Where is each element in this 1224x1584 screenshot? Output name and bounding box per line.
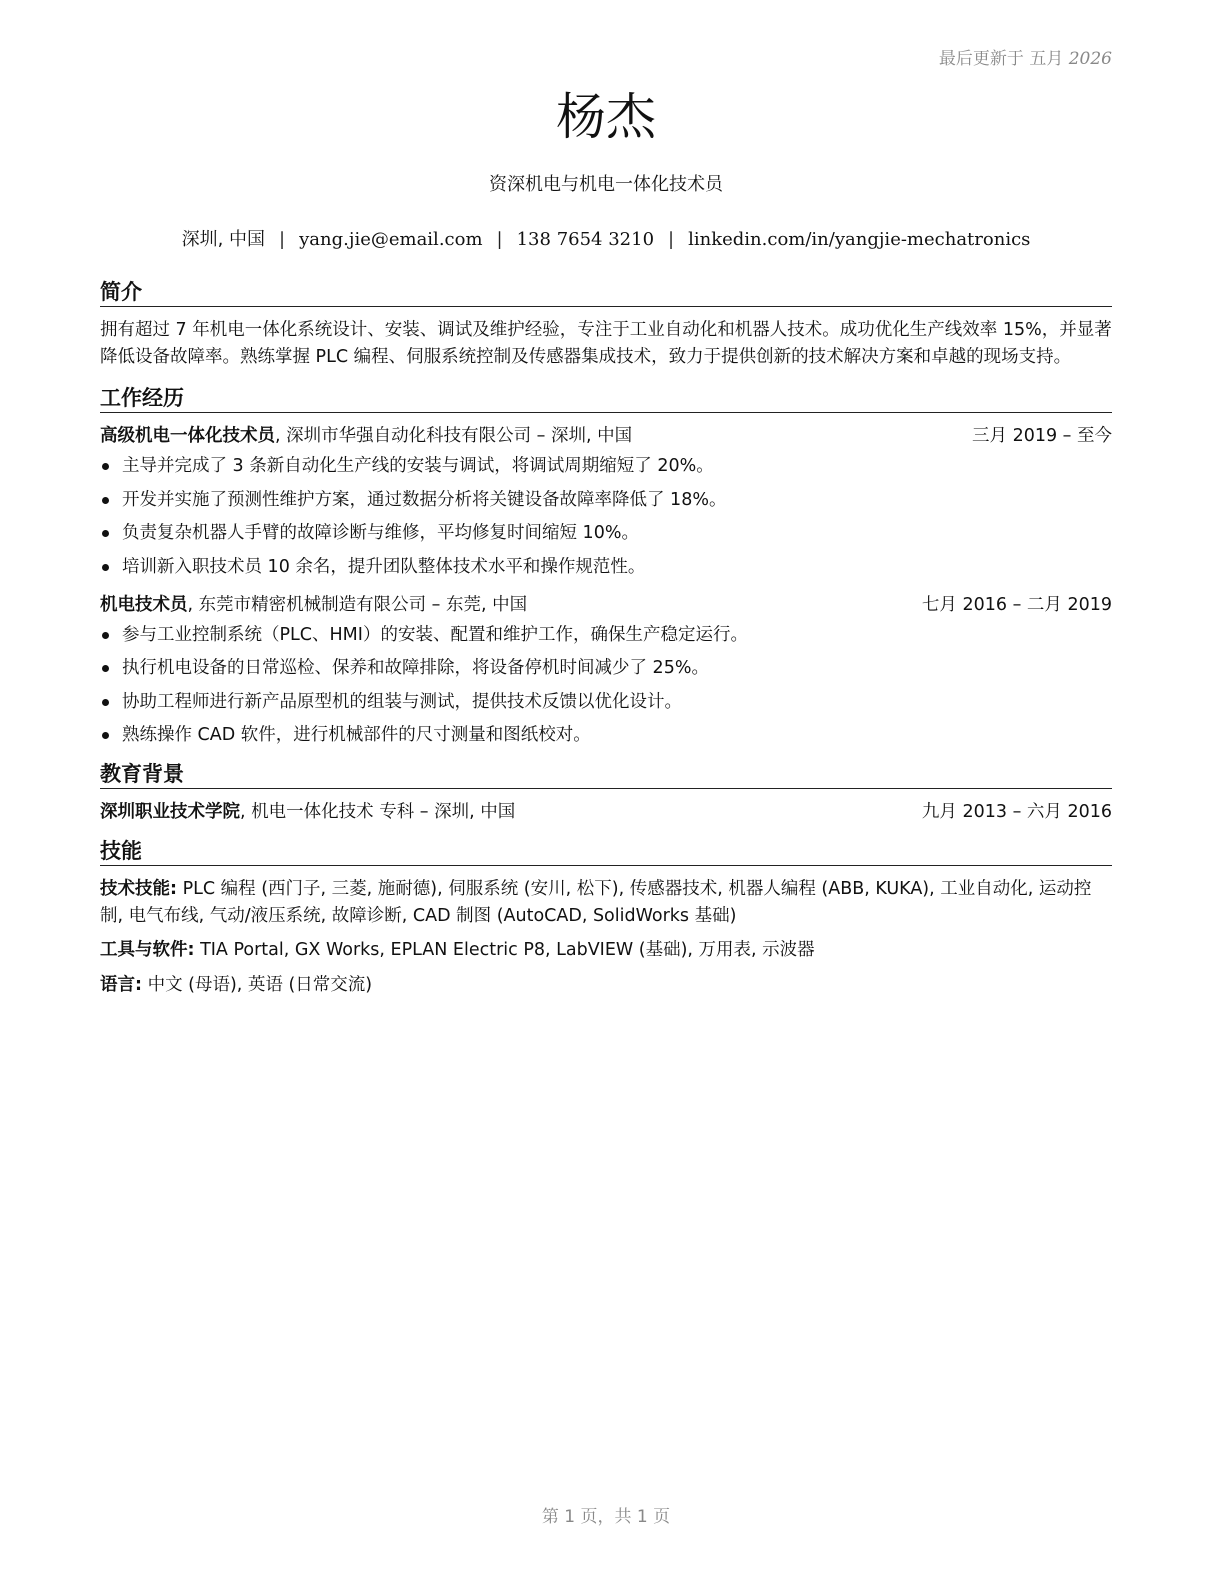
- contact-line: [100, 225, 1112, 251]
- contact-separator: |: [279, 229, 286, 250]
- candidate-headline: 资深机电与机电一体化技术员: [489, 174, 723, 195]
- contact-separator: |: [668, 229, 675, 250]
- education-line: [100, 799, 515, 825]
- job-bullet: [100, 520, 1112, 546]
- summary-text: 拥有超过 7 年机电一体化系统设计、安装、调试及维护经验，专注于工业自动化和机器人技术。成功优化生产线效率 15%，并显著降低设备故障率。熟练掌握 PLC 编程、伺服系统控制及传感器集成技术，致力于提供创新的技术解决方案和卓越的现场支持。: [100, 320, 1112, 367]
- skills-tools: [100, 937, 1112, 964]
- last-updated-prefix: 最后更新于 五月: [938, 49, 1064, 69]
- job-bullet-text: 协助工程师进行新产品原型机的组装与测试，提供技术反馈以优化设计。: [122, 691, 682, 712]
- job-company: , 深圳市华强自动化科技有限公司 – 深圳, 中国: [275, 426, 633, 446]
- job-header: [100, 592, 1112, 618]
- contact-phone: 138 7654 3210: [516, 229, 655, 250]
- job-bullet: [100, 655, 1112, 681]
- last-updated-year: 2026: [1068, 49, 1112, 69]
- job-bullets: [100, 622, 1112, 749]
- bullet-icon: [102, 530, 109, 537]
- job-dates: 三月 2019 – 至今: [972, 426, 1112, 446]
- skills-languages-text: 中文 (母语), 英语 (日常交流): [142, 974, 373, 995]
- skills-languages-label: 语言:: [100, 974, 142, 995]
- job-bullet: [100, 554, 1112, 580]
- experience-section: [100, 384, 1112, 748]
- education-section: [100, 760, 1112, 825]
- skills-languages: [100, 972, 1112, 999]
- bullet-icon: [102, 463, 109, 470]
- job-bullet: [100, 487, 1112, 513]
- summary-section: [100, 278, 1112, 370]
- candidate-name: 杨杰: [556, 88, 656, 146]
- job-bullet: [100, 722, 1112, 748]
- job-entry: [100, 423, 1112, 580]
- job-company: , 东莞市精密机械制造有限公司 – 东莞, 中国: [187, 594, 528, 615]
- education-entry: [100, 799, 1112, 825]
- bullet-icon: [102, 497, 109, 504]
- education-dates: 九月 2013 – 六月 2016: [921, 802, 1112, 822]
- resume-page: [100, 0, 1112, 1584]
- last-updated: [939, 44, 1112, 69]
- job-bullet-text: 熟练操作 CAD 软件，进行机械部件的尺寸测量和图纸校对。: [122, 725, 591, 745]
- section-title-summary: 简介: [100, 278, 1112, 307]
- job-header: [100, 423, 1112, 449]
- job-bullet-text: 执行机电设备的日常巡检、保养和故障排除，将设备停机时间减少了 25%。: [122, 658, 709, 678]
- job-bullet: [100, 453, 1112, 479]
- skills-section: [100, 837, 1112, 998]
- job-bullet-text: 负责复杂机器人手臂的故障诊断与维修，平均修复时间缩短 10%。: [122, 523, 639, 543]
- job-dates: 七月 2016 – 二月 2019: [921, 594, 1112, 615]
- job-bullet: [100, 689, 1112, 715]
- resume-content: [100, 278, 1112, 1006]
- skills-technical-text: PLC 编程 (西门子, 三菱, 施耐德), 伺服系统 (安川, 松下), 传感器技术, 机器人编程 (ABB, KUKA), 工业自动化, 运动控制, 电气布线, 气动/液压系统, 故障诊断, CAD 制图 (AutoCAD, SolidWorks 基础): [100, 879, 1092, 926]
- bullet-icon: [102, 564, 109, 571]
- section-title-experience: 工作经历: [100, 384, 1112, 413]
- bullet-icon: [102, 632, 109, 639]
- education-header: [100, 799, 1112, 825]
- contact-location: 深圳, 中国: [181, 229, 266, 250]
- section-title-skills: 技能: [100, 837, 1112, 866]
- job-role: 机电技术员: [100, 594, 188, 615]
- skills-tools-text: TIA Portal, GX Works, EPLAN Electric P8, LabVIEW (基础), 万用表, 示波器: [194, 940, 815, 960]
- skills-tools-label: 工具与软件:: [100, 940, 195, 960]
- job-bullet-text: 参与工业控制系统（PLC、HMI）的安装、配置和维护工作，确保生产稳定运行。: [122, 624, 748, 645]
- bullet-icon: [102, 732, 109, 739]
- job-bullet-text: 培训新入职技术员 10 余名，提升团队整体技术水平和操作规范性。: [122, 556, 646, 577]
- job-title-line: [100, 592, 527, 618]
- job-bullet-text: 主导并完成了 3 条新自动化生产线的安装与调试，将调试周期缩短了 20%。: [122, 456, 714, 476]
- job-bullet: [100, 622, 1112, 648]
- job-role: 高级机电一体化技术员: [100, 426, 275, 446]
- contact-linkedin[interactable]: linkedin.com/in/yangjie-mechatronics: [688, 229, 1031, 250]
- section-title-education: 教育背景: [100, 760, 1112, 789]
- bullet-icon: [102, 665, 109, 672]
- contact-email[interactable]: yang.jie@email.com: [299, 229, 483, 250]
- contact-separator: |: [496, 229, 503, 250]
- job-bullets: [100, 453, 1112, 580]
- skills-technical-label: 技术技能:: [100, 879, 177, 899]
- skills-technical: [100, 876, 1112, 929]
- job-title-line: [100, 423, 632, 449]
- job-entry: [100, 592, 1112, 749]
- education-school: 深圳职业技术学院: [100, 802, 240, 822]
- education-detail: , 机电一体化技术 专科 – 深圳, 中国: [240, 802, 516, 822]
- bullet-icon: [102, 699, 109, 706]
- job-bullet-text: 开发并实施了预测性维护方案，通过数据分析将关键设备故障率降低了 18%。: [122, 489, 727, 510]
- page-number-footer: 第 1 页，共 1 页: [541, 1507, 671, 1527]
